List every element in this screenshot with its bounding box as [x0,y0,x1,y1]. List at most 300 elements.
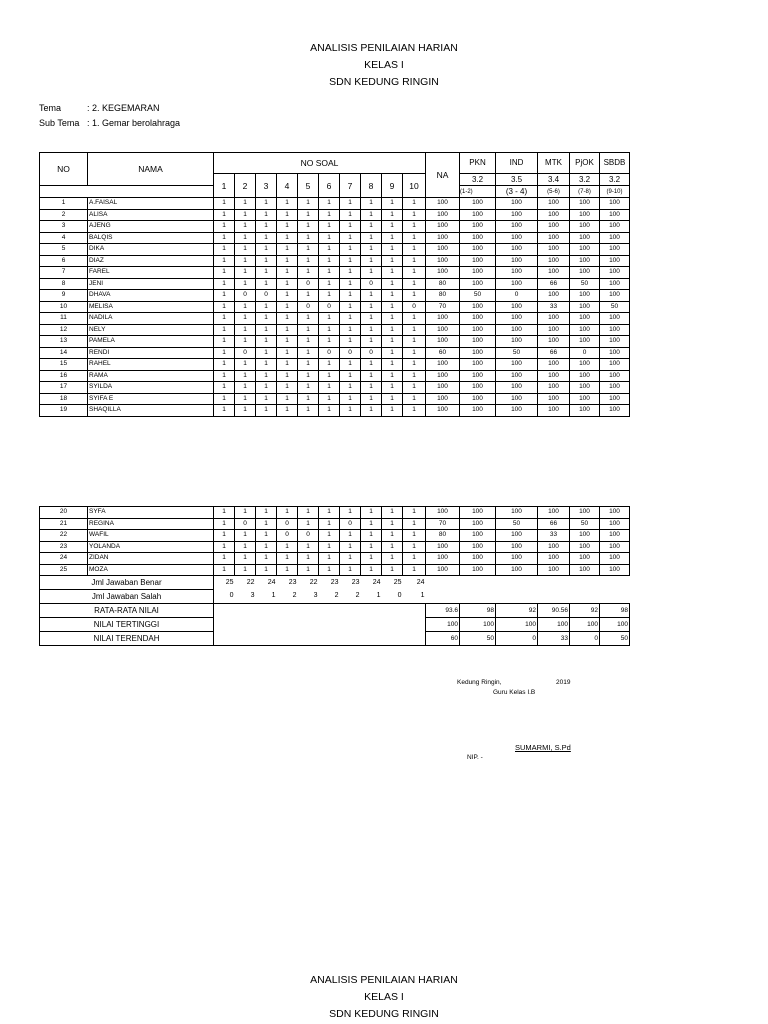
stat-cell: 50 [460,632,496,646]
count-cell: 25 [225,578,234,586]
answer-cell: 1 [382,347,403,359]
count-cell: 24 [416,578,425,586]
answer-cell: 0 [340,518,361,530]
answer-cell: 1 [214,359,235,371]
answer-cell: 1 [361,518,382,530]
student-name: SYILDA [88,382,214,394]
student-no: 10 [40,301,88,313]
stat-cell: 100 [600,618,630,632]
student-no: 5 [40,244,88,256]
student-row [40,209,630,221]
answer-cell: 1 [403,221,426,233]
doc-title: ANALISIS PENILAIAN HARIAN [310,974,458,986]
subject-score: 100 [570,370,600,382]
answer-cell: 1 [361,209,382,221]
answer-cell: 1 [319,393,340,405]
subject-score: 100 [570,255,600,267]
answer-cell: 1 [319,198,340,210]
tema-label: Tema [39,103,62,113]
subject-header: SBDB [600,153,630,174]
document-header-page2 [0,972,768,1023]
answer-cell: 1 [235,267,256,279]
student-name: RAMA [88,370,214,382]
answer-cell: 1 [214,209,235,221]
answer-cell: 0 [403,301,426,313]
jml-salah-label: Jml Jawaban Salah [40,590,214,604]
student-no: 11 [40,313,88,325]
subject-score: 100 [570,198,600,210]
subject-score: 100 [460,278,496,290]
tema-value: : 2. KEGEMARAN [87,103,160,113]
answer-cell: 1 [298,359,319,371]
subject-score: 100 [496,530,538,542]
answer-cell: 1 [403,507,426,519]
answer-cell: 1 [277,507,298,519]
answer-cell: 1 [340,324,361,336]
subject-score: 100 [496,313,538,325]
answer-cell: 1 [361,301,382,313]
answer-cell: 0 [298,301,319,313]
answer-cell: 1 [319,382,340,394]
answer-cell: 1 [277,347,298,359]
stat-cell: 100 [496,618,538,632]
subject-score: 100 [496,541,538,553]
answer-cell: 1 [340,244,361,256]
na-cell: 60 [426,347,460,359]
answer-cell: 1 [256,370,277,382]
answer-cell: 1 [382,370,403,382]
subject-score: 100 [460,209,496,221]
answer-cell: 1 [340,267,361,279]
answer-cell: 1 [235,255,256,267]
col-nama-header: NAMA [88,153,214,186]
subject-score: 100 [600,198,630,210]
answer-cell: 1 [361,507,382,519]
student-row [40,518,630,530]
assessment-table-part1 [39,152,630,417]
count-cell: 25 [393,578,402,586]
answer-cell: 1 [277,244,298,256]
student-no: 2 [40,209,88,221]
answer-cell: 1 [361,232,382,244]
subject-range: (3 - 4) [496,186,538,198]
answer-cell: 1 [382,324,403,336]
answer-cell: 1 [256,405,277,417]
subject-score: 100 [600,553,630,565]
answer-cell: 1 [277,370,298,382]
answer-cell: 1 [403,382,426,394]
subject-score: 100 [600,530,630,542]
answer-cell: 1 [298,507,319,519]
header-spacer [40,186,214,198]
answer-cell: 1 [382,359,403,371]
student-row [40,405,630,417]
answer-cell: 1 [235,313,256,325]
subject-score: 100 [600,324,630,336]
question-number: 1 [214,174,235,198]
blank-cell [570,576,600,590]
answer-cell: 1 [214,324,235,336]
subject-score: 100 [600,347,630,359]
doc-school: SDN KEDUNG RINGIN [329,1008,439,1020]
answer-cell: 1 [382,198,403,210]
student-name: MELISA [88,301,214,313]
answer-cell: 1 [319,541,340,553]
answer-cell: 1 [235,553,256,565]
answer-cell: 1 [298,267,319,279]
answer-cell: 1 [340,530,361,542]
subject-score: 100 [538,553,570,565]
answer-cell: 1 [382,530,403,542]
answer-cell: 1 [319,290,340,302]
student-row [40,232,630,244]
blank-cell [460,590,496,604]
subtema-label: Sub Tema [39,118,80,128]
student-row [40,370,630,382]
answer-cell: 1 [298,244,319,256]
blank-cell [496,576,538,590]
answer-cell: 1 [361,221,382,233]
signature-year: 2019 [556,679,571,686]
answer-cell: 1 [403,278,426,290]
answer-cell: 0 [361,278,382,290]
answer-cell: 1 [319,530,340,542]
tertinggi-label: NILAI TERTINGGI [40,618,214,632]
subject-score: 100 [538,507,570,519]
subject-score: 50 [570,518,600,530]
answer-cell: 1 [403,255,426,267]
stat-cell: 92 [570,604,600,618]
na-cell: 100 [426,507,460,519]
stat-cell: 0 [570,632,600,646]
student-row [40,301,630,313]
student-name: NELY [88,324,214,336]
student-no: 8 [40,278,88,290]
answer-cell: 1 [235,278,256,290]
answer-cell: 1 [277,198,298,210]
student-name: A.FAISAL [88,198,214,210]
answer-cell: 1 [340,232,361,244]
answer-cell: 1 [214,336,235,348]
subject-header: IND [496,153,538,174]
student-name: RENDI [88,347,214,359]
answer-cell: 1 [403,541,426,553]
na-cell: 100 [426,255,460,267]
subject-score: 33 [538,301,570,313]
answer-cell: 1 [235,359,256,371]
subject-kd: 3.5 [496,174,538,186]
subject-score: 100 [460,267,496,279]
count-cell: 23 [288,578,297,586]
subject-score: 100 [460,518,496,530]
answer-cell: 1 [277,278,298,290]
subject-score: 100 [570,313,600,325]
subject-header: PKN [460,153,496,174]
answer-cell: 1 [319,336,340,348]
answer-cell: 1 [361,324,382,336]
subject-score: 100 [460,255,496,267]
subject-score: 100 [570,530,600,542]
subject-score: 100 [496,507,538,519]
student-no: 7 [40,267,88,279]
answer-cell: 1 [214,405,235,417]
answer-cell: 1 [340,313,361,325]
subject-score: 100 [460,405,496,417]
answer-cell: 1 [256,313,277,325]
answer-cell: 1 [403,359,426,371]
subject-score: 100 [600,278,630,290]
student-no: 22 [40,530,88,542]
subject-score: 100 [538,198,570,210]
subject-score: 100 [570,382,600,394]
student-no: 24 [40,553,88,565]
subject-score: 100 [538,359,570,371]
answer-cell: 1 [256,347,277,359]
answer-cell: 0 [319,301,340,313]
answer-cell: 1 [361,313,382,325]
answer-cell: 1 [214,313,235,325]
answer-cell: 1 [214,518,235,530]
count-cell: 2 [292,592,297,600]
answer-cell: 1 [256,541,277,553]
answer-cell: 1 [214,530,235,542]
answer-cell: 1 [277,553,298,565]
doc-school: SDN KEDUNG RINGIN [329,76,439,88]
student-row [40,244,630,256]
rata-label: RATA-RATA NILAI [40,604,214,618]
answer-cell: 1 [277,209,298,221]
student-name: DIAZ [88,255,214,267]
student-row [40,382,630,394]
answer-cell: 1 [319,313,340,325]
student-no: 4 [40,232,88,244]
answer-cell: 1 [340,405,361,417]
stat-cell: 90.56 [538,604,570,618]
answer-cell: 1 [361,290,382,302]
subject-range: (7-8) [570,186,600,198]
subject-score: 50 [496,347,538,359]
subject-score: 100 [496,336,538,348]
answer-cell: 0 [277,530,298,542]
answer-cell: 0 [298,530,319,542]
subject-score: 100 [496,244,538,256]
student-name: WAFIL [88,530,214,542]
subject-score: 100 [538,313,570,325]
answer-cell: 1 [319,553,340,565]
answer-cell: 1 [298,336,319,348]
subject-range: (1-2) [460,186,496,198]
answer-cell: 1 [361,405,382,417]
answer-cell: 1 [403,393,426,405]
answer-cell: 0 [277,518,298,530]
subject-score: 100 [570,209,600,221]
answer-cell: 1 [361,553,382,565]
answer-cell: 1 [403,518,426,530]
blank-cell [460,576,496,590]
answer-cell: 1 [298,541,319,553]
blank-cell [538,590,570,604]
answer-cell: 1 [403,232,426,244]
stat-cell: 98 [460,604,496,618]
na-cell: 100 [426,221,460,233]
na-cell: 70 [426,518,460,530]
answer-cell: 1 [382,267,403,279]
summary-rows [40,576,630,646]
answer-cell: 1 [214,244,235,256]
subject-score: 50 [496,518,538,530]
answer-cell: 1 [256,232,277,244]
question-number: 9 [382,174,403,198]
stat-cell: 92 [496,604,538,618]
subject-header: PjOK [570,153,600,174]
count-cell: 23 [330,578,339,586]
student-no: 19 [40,405,88,417]
subject-score: 100 [570,564,600,576]
answer-cell: 1 [382,541,403,553]
answer-cell: 1 [277,313,298,325]
stat-cell: 93.6 [426,604,460,618]
answer-cell: 1 [277,541,298,553]
student-no: 20 [40,507,88,519]
answer-cell: 1 [340,278,361,290]
answer-cell: 1 [214,278,235,290]
student-name: AJENG [88,221,214,233]
theme-info [39,101,180,131]
subject-score: 100 [460,359,496,371]
signature-place: Kedung Ringin, [457,679,502,686]
subject-score: 100 [600,232,630,244]
question-number: 8 [361,174,382,198]
answer-cell: 1 [382,553,403,565]
question-number: 5 [298,174,319,198]
subject-score: 100 [538,336,570,348]
na-cell: 100 [426,405,460,417]
subject-score: 100 [600,209,630,221]
signature-name: SUMARMI, S.Pd [515,743,571,752]
subject-header: MTK [538,153,570,174]
student-name: FAREL [88,267,214,279]
student-row [40,393,630,405]
answer-cell: 1 [382,278,403,290]
answer-cell: 1 [361,541,382,553]
student-name: SYIFA E [88,393,214,405]
student-no: 13 [40,336,88,348]
student-row [40,564,630,576]
student-no: 18 [40,393,88,405]
answer-cell: 1 [277,359,298,371]
answer-cell: 1 [319,324,340,336]
signature-role: Guru Kelas I.B [493,689,536,696]
answer-cell: 1 [214,232,235,244]
answer-cell: 1 [340,301,361,313]
answer-cell: 1 [319,518,340,530]
count-cell: 0 [229,592,234,600]
answer-cell: 1 [256,530,277,542]
answer-cell: 1 [298,232,319,244]
answer-cell: 1 [403,290,426,302]
na-cell: 100 [426,244,460,256]
answer-cell: 1 [298,393,319,405]
answer-cell: 1 [340,541,361,553]
subject-score: 100 [460,198,496,210]
answer-cell: 1 [235,405,256,417]
student-name: PAMELA [88,336,214,348]
na-cell: 100 [426,336,460,348]
answer-cell: 1 [340,370,361,382]
subject-score: 100 [570,541,600,553]
answer-cell: 1 [235,232,256,244]
answer-cell: 1 [277,255,298,267]
subject-score: 100 [570,553,600,565]
student-row [40,541,630,553]
answer-cell: 1 [298,370,319,382]
answer-cell: 1 [256,336,277,348]
answer-cell: 1 [214,541,235,553]
student-rows-part2 [40,507,630,576]
answer-cell: 1 [319,370,340,382]
stat-cell: 100 [426,618,460,632]
answer-cell: 1 [340,255,361,267]
answer-cell: 1 [235,393,256,405]
subject-score: 50 [460,290,496,302]
subject-score: 100 [600,221,630,233]
answer-cell: 1 [235,530,256,542]
answer-cell: 1 [214,553,235,565]
student-no: 12 [40,324,88,336]
subject-score: 100 [496,267,538,279]
answer-cell: 1 [214,382,235,394]
answer-cell: 1 [340,290,361,302]
subject-score: 100 [538,393,570,405]
student-row [40,324,630,336]
answer-cell: 1 [319,564,340,576]
question-number: 6 [319,174,340,198]
question-number: 4 [277,174,298,198]
answer-cell: 1 [235,221,256,233]
answer-cell: 1 [214,347,235,359]
subject-score: 100 [570,359,600,371]
answer-cell: 1 [340,507,361,519]
subject-score: 100 [600,507,630,519]
na-cell: 70 [426,301,460,313]
subject-score: 100 [538,370,570,382]
col-no-header: NO [40,153,88,186]
student-row [40,278,630,290]
subject-score: 100 [496,221,538,233]
subject-score: 100 [570,301,600,313]
na-cell: 80 [426,290,460,302]
answer-cell: 1 [382,405,403,417]
answer-cell: 1 [403,347,426,359]
student-name: DIKA [88,244,214,256]
answer-cell: 1 [382,518,403,530]
subject-score: 100 [570,290,600,302]
subject-score: 100 [538,232,570,244]
subject-score: 100 [496,564,538,576]
subject-score: 100 [600,359,630,371]
doc-class: KELAS I [364,59,404,71]
subject-score: 100 [600,255,630,267]
answer-cell: 1 [382,244,403,256]
answer-cell: 1 [403,336,426,348]
na-cell: 80 [426,278,460,290]
answer-cell: 1 [298,405,319,417]
subject-score: 100 [600,267,630,279]
subject-score: 100 [460,221,496,233]
subject-score: 100 [538,255,570,267]
subject-score: 100 [570,244,600,256]
answer-cell: 1 [235,244,256,256]
